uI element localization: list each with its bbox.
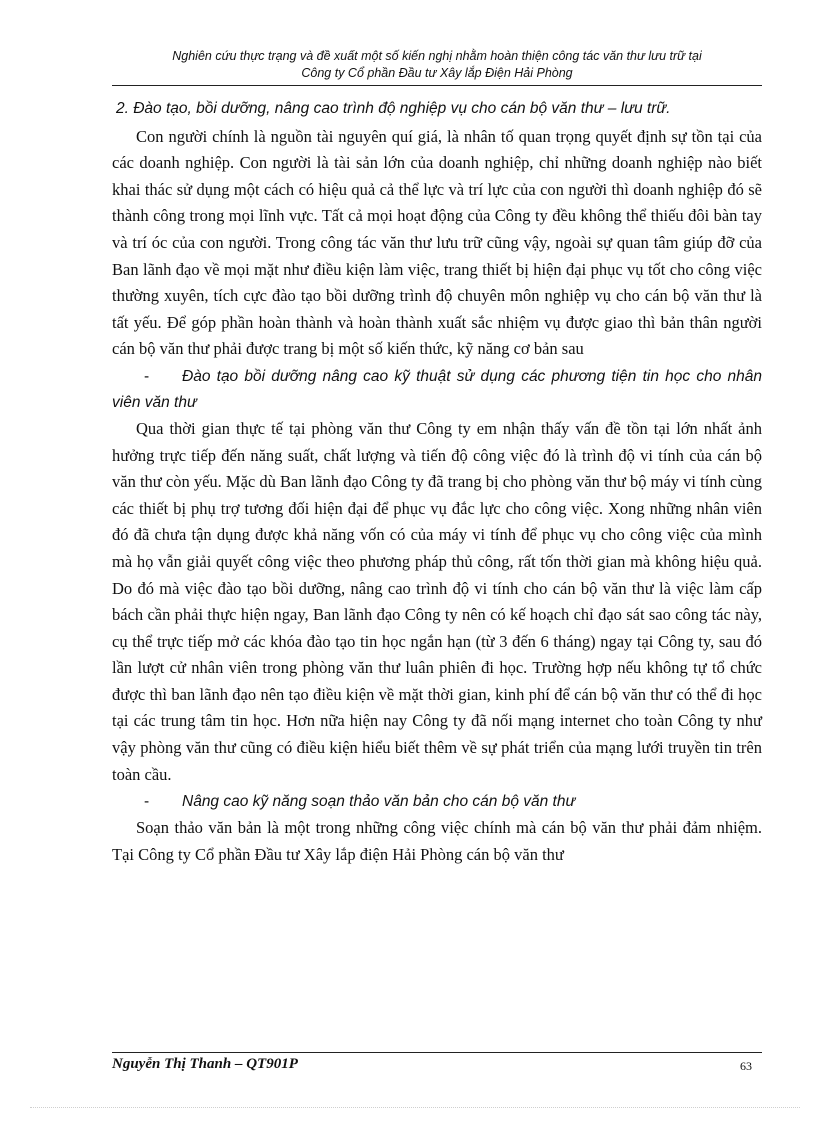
- bullet-item-1: [112, 364, 762, 416]
- section-heading: 2. Đào tạo, bồi dưỡng, nâng cao trình độ nghiệp vụ cho cán bộ văn thư – lưu trữ.: [116, 100, 671, 117]
- bullet-dash: -: [144, 793, 150, 811]
- running-header: [112, 48, 762, 82]
- page-bottom-dotted-line: [30, 1107, 800, 1108]
- header-line-2: Công ty Cổ phần Đầu tư Xây lắp Điện Hải Phòng: [301, 66, 573, 80]
- paragraph-2: Qua thời gian thực tế tại phòng văn thư Công ty em nhận thấy vấn đề tồn tại lớn nhất ảnh hưởng trực tiếp đến năng suất, chất lượng và tiến độ công việc đó là trình độ vi tính của cán bộ văn thư còn yếu. Mặc dù Ban lãnh đạo Công ty đã trang bị cho phòng văn thư bộ máy vi tính cùng các thiết bị phụ trợ tương đối hiện đại để phục vụ đắc lực cho công việc. Xong những nhân viên đó đã chưa tận dụng được khả năng vốn có của máy vi tính để phục vụ cho công việc của mình mà họ vẫn giải quyết công việc theo phương pháp thủ công, rất tốn thời gian mà không hiệu quả. Do đó mà việc đào tạo bồi dưỡng, nâng cao trình độ vi tính cho cán bộ văn thư là việc làm cấp bách cần phải thực hiện ngay, Ban lãnh đạo Công ty nên có kế hoạch chỉ đạo sát sao công tác này, cụ thể trực tiếp mở các khóa đào tạo tin học ngắn hạn (từ 3 đến 6 tháng) ngay tại Công ty, sau đó lần lượt cử nhân viên trong phòng văn thư luân phiên đi học. Trường hợp nếu không tự tổ chức được thì ban lãnh đạo nên tạo điều kiện về mặt thời gian, kinh phí để cán bộ văn thư có thể đi học tại các trung tâm tin học. Hơn nữa hiện nay Công ty đã nối mạng internet cho toàn Công ty như vậy phòng văn thư cũng có điều kiện hiểu biết thêm về sự phát triển của mạng lưới truyền tin trên toàn cầu.: [112, 418, 762, 784]
- footer-divider: [112, 1052, 762, 1053]
- bullet-item-2: [112, 789, 762, 815]
- bullet-text-2: Nâng cao kỹ năng soạn thảo văn bản cho cán bộ văn thư: [182, 793, 576, 811]
- header-divider: [112, 85, 762, 86]
- paragraph-3: Soạn thảo văn bản là một trong những công việc chính mà cán bộ văn thư phải đảm nhiệm. Tại Công ty Cổ phần Đầu tư Xây lắp điện Hải Phòng cán bộ văn thư: [112, 818, 762, 864]
- page-number: 63: [740, 1059, 752, 1073]
- header-line-1: Nghiên cứu thực trạng và đề xuất một số kiến nghị nhằm hoàn thiện công tác văn thư lưu trữ tại: [172, 49, 702, 63]
- footer-author: Nguyễn Thị Thanh – QT901P: [112, 1056, 298, 1072]
- bullet-text-1: Đào tạo bồi dưỡng nâng cao kỹ thuật sử dụng các phương tiện tin học cho nhân viên văn thư: [112, 367, 762, 411]
- document-body: [112, 96, 762, 868]
- paragraph-1: Con người chính là nguồn tài nguyên quí giá, là nhân tố quan trọng quyết định sự tồn tại của các doanh nghiệp. Con người là tài sản lớn của doanh nghiệp, chỉ những doanh nghiệp nào biết khai thác sử dụng một cách có hiệu quả cả thể lực và trí lực của con người thì doanh nghiệp đó sẽ thành công trong mọi lĩnh vực. Tất cả mọi hoạt động của Công ty đều không thể thiếu đôi bàn tay và trí óc của con người. Trong công tác văn thư lưu trữ cũng vậy, ngoài sự quan tâm giúp đỡ của Ban lãnh đạo về mọi mặt như điều kiện làm việc, trang thiết bị hiện đại phục vụ tốt cho công việc thường xuyên, tích cực đào tạo bồi dưỡng trình độ chuyên môn nghiệp vụ cho cán bộ văn thư là tất yếu. Để góp phần hoàn thành và hoàn thành xuất sắc nhiệm vụ được giao thì bản thân người cán bộ văn thư phải được trang bị một số kiến thức, kỹ năng cơ bản sau: [112, 126, 762, 359]
- bullet-dash: -: [144, 367, 150, 385]
